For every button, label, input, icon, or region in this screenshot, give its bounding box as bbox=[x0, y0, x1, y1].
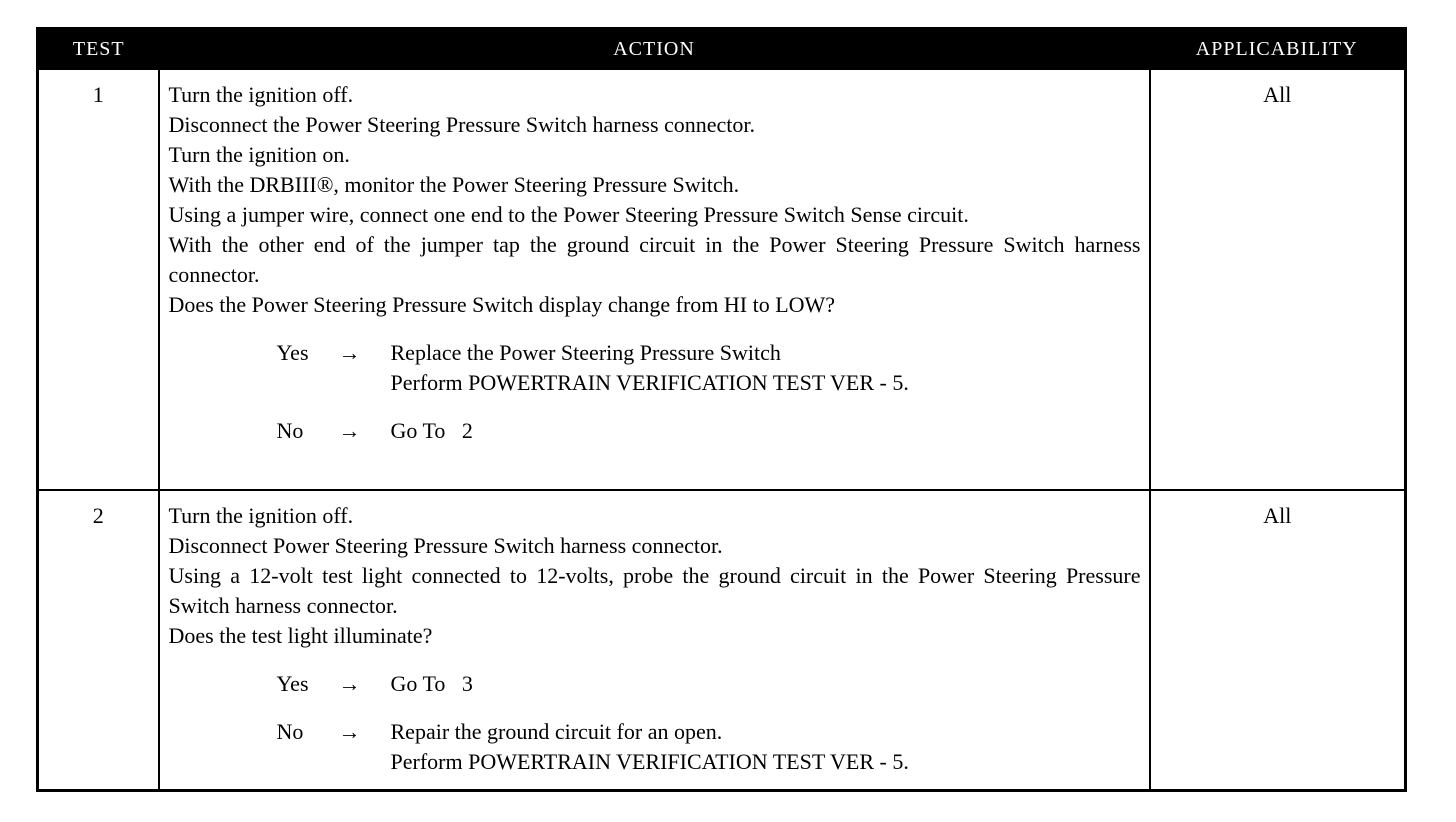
table-body bbox=[38, 69, 1406, 790]
test-number: 1 bbox=[38, 69, 159, 490]
outcome-no bbox=[277, 717, 1141, 777]
action-step: With the DRBIII®, monitor the Power Steering Pressure Switch. bbox=[168, 172, 740, 197]
right-arrow-icon: → bbox=[338, 719, 361, 744]
outcome-no bbox=[277, 416, 1141, 446]
outcome-line: Replace the Power Steering Pressure Switch bbox=[390, 340, 781, 365]
action-step: Turn the ignition on. bbox=[168, 142, 350, 167]
action-step: Using a 12-volt test light connected to 12-volts, probe the ground circuit in the Power Steering Pressure Switch harness connector. bbox=[168, 563, 1141, 618]
header-action: ACTION bbox=[159, 29, 1150, 70]
test-number: 2 bbox=[38, 490, 159, 790]
outcome-answer: Yes bbox=[276, 671, 309, 696]
header-applicability: APPLICABILITY bbox=[1150, 29, 1406, 70]
outcome-line: Perform POWERTRAIN VERIFICATION TEST VER - 5. bbox=[390, 749, 909, 774]
outcome-answer: Yes bbox=[276, 340, 309, 365]
action-steps bbox=[169, 501, 1141, 651]
outcome-line: Go To 3 bbox=[390, 671, 473, 696]
table-row bbox=[38, 69, 1406, 490]
action-step: Turn the ignition off. bbox=[168, 503, 354, 528]
outcomes bbox=[169, 338, 1141, 446]
action-step: Does the Power Steering Pressure Switch display change from HI to LOW? bbox=[168, 292, 836, 317]
action-step: Disconnect the Power Steering Pressure Switch harness connector. bbox=[168, 112, 756, 137]
action-steps bbox=[169, 80, 1141, 320]
outcome-answer: No bbox=[276, 719, 304, 744]
right-arrow-icon: → bbox=[338, 340, 361, 365]
right-arrow-icon: → bbox=[338, 671, 361, 696]
table-header bbox=[38, 29, 1406, 70]
outcomes bbox=[169, 669, 1141, 777]
outcome-yes bbox=[277, 338, 1141, 398]
applicability-value: All bbox=[1150, 490, 1406, 790]
action-step: Turn the ignition off. bbox=[168, 82, 354, 107]
action-step: Disconnect Power Steering Pressure Switch harness connector. bbox=[168, 533, 723, 558]
outcome-line: Go To 2 bbox=[390, 418, 473, 443]
action-step: With the other end of the jumper tap the ground circuit in the Power Steering Pressure Switch harness connector. bbox=[168, 232, 1141, 287]
diagnostic-test-table bbox=[36, 27, 1407, 792]
outcome-result bbox=[391, 338, 1141, 398]
outcome-result bbox=[391, 717, 1141, 777]
right-arrow-icon: → bbox=[338, 418, 361, 443]
header-test: TEST bbox=[38, 29, 159, 70]
outcome-result bbox=[391, 669, 1141, 699]
outcome-line: Repair the ground circuit for an open. bbox=[390, 719, 723, 744]
applicability-value: All bbox=[1150, 69, 1406, 490]
action-step: Using a jumper wire, connect one end to the Power Steering Pressure Switch Sense circuit. bbox=[168, 202, 969, 227]
outcome-yes bbox=[277, 669, 1141, 699]
outcome-result bbox=[391, 416, 1141, 446]
outcome-answer: No bbox=[276, 418, 304, 443]
table-row bbox=[38, 490, 1406, 790]
action-step: Does the test light illuminate? bbox=[168, 623, 433, 648]
action-cell bbox=[159, 69, 1150, 490]
header-row bbox=[38, 29, 1406, 70]
action-cell bbox=[159, 490, 1150, 790]
outcome-line: Perform POWERTRAIN VERIFICATION TEST VER - 5. bbox=[390, 370, 909, 395]
